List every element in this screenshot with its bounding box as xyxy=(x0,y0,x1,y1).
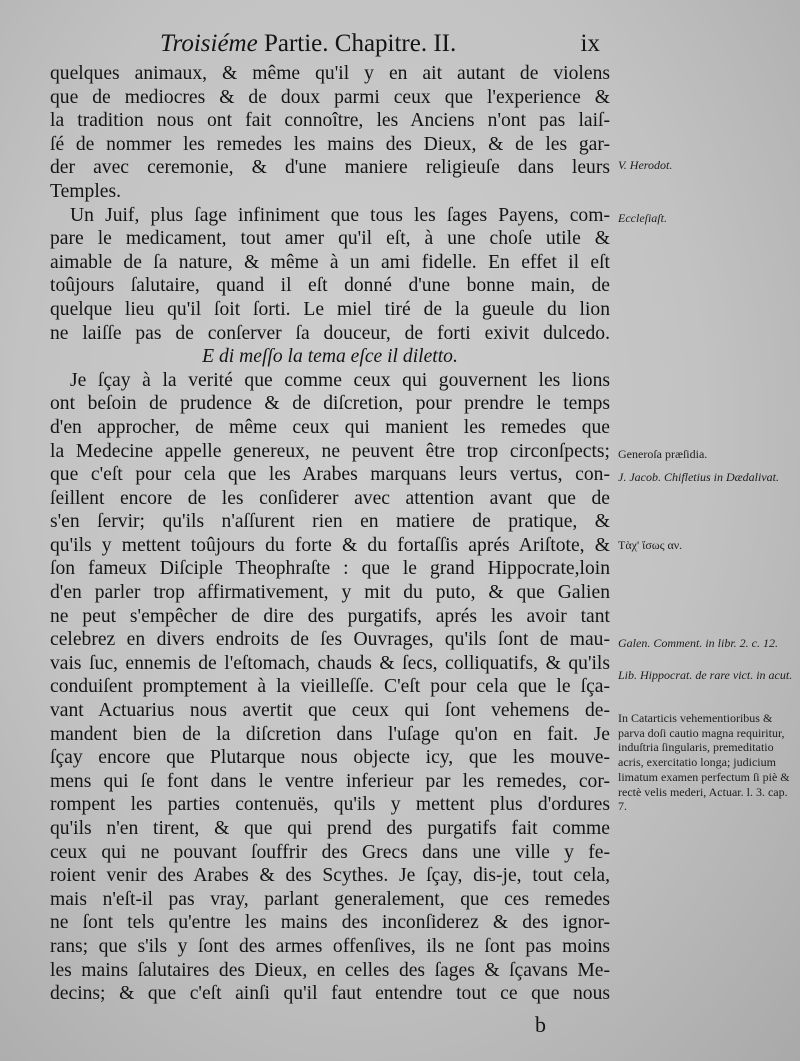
text-line: Je ſçay à la verité que comme ceux qui gouvernent les lions xyxy=(70,369,610,391)
margin-note-ecclesiastes: Eccleſiaſt. xyxy=(618,211,667,225)
text-line: conduiſent promptement à la vieilleſſe. C'eſt pour cela que le ſça- xyxy=(50,676,610,698)
text-line: ne peut s'empêcher de dire des purgatifs, aprés les avoir tant xyxy=(50,605,610,627)
text-line: pare le medicament, tout amer qu'il eſt, à une choſe utile & xyxy=(50,228,610,250)
italian-proverb: E di meſſo la tema eſce il diletto. xyxy=(202,346,458,368)
text-line: mens qui ſe font dans le ventre inferieur par les remedes, cor- xyxy=(50,770,610,792)
text-line: quelque lieu qu'il ſoit ſorti. Le miel tiré de la gueule du lion xyxy=(50,298,610,320)
text-line: ſé de nommer les remedes les mains des Dieux, & de les gar- xyxy=(50,133,610,155)
chapter-title xyxy=(160,30,456,58)
text-line: que c'eſt pour cela que les Arabes marquans leurs vertus, con- xyxy=(50,464,610,486)
title-part: Partie. Chapitre. II. xyxy=(257,30,457,57)
margin-note-greek: Τὰχ' ἴσως αν. xyxy=(618,538,683,552)
text-line: Temples. xyxy=(50,180,121,202)
page-number: ix xyxy=(580,30,600,57)
text-line: aimable de ſa nature, & même à un ami fidelle. En effet il eſt xyxy=(50,251,610,273)
text-line: d'en parler trop affirmativement, y mit du puto, & que Galien xyxy=(50,582,610,604)
text-line: qu'ils y mettent toûjours du forte & du fortaſſis aprés Ariſtote, & xyxy=(50,534,610,556)
running-header xyxy=(160,30,600,60)
margin-note-actuarius: In Catarticis vehementioribus & parva doſi cautio magna requiritur, induſtria ſingularis, premeditatio acris, exercitatio longa; judicium limatum examen perfectum ſi piè & rectè velis mederi, Actuar. l. 3. cap. 7. xyxy=(618,711,790,814)
margin-note-herodotus: V. Herodot. xyxy=(618,158,673,172)
text-line: ne ſont tels qu'entre les mains des inconſiderez & des ignor- xyxy=(50,912,610,934)
margin-note-generosa: Generoſa præſidia. xyxy=(618,447,708,461)
text-line: la Medecine appelle genereux, ne peuvent être trop circonſpects; xyxy=(50,440,610,462)
signature-mark: b xyxy=(535,1012,546,1037)
text-line: toûjours ſalutaire, quand il eſt donné d'une bonne main, de xyxy=(50,275,610,297)
text-line: les mains ſalutaires des Dieux, en celles des ſages & ſçavans Me- xyxy=(50,959,610,981)
text-line: ſçay encore que Plutarque nous objecte icy, que les mouve- xyxy=(50,747,610,769)
text-line: vais ſuc, ennemis de l'eſtomach, chauds & ſecs, colliquatifs, & qu'ils xyxy=(50,652,610,674)
text-line: vant Actuarius nous avertit que ceux qui ſont vehemens de- xyxy=(50,700,610,722)
text-line: decins; & que c'eſt ainſi qu'il faut entendre tout ce que nous xyxy=(50,983,610,1005)
text-line: ſeillent encore de les conſiderer avec attention avant que de xyxy=(50,487,610,509)
text-line: d'en approcher, de même ceux qui manient les remedes que xyxy=(50,416,610,438)
text-line: rans; que s'ils y ſont des armes offenſives, ils ne ſont pas moins xyxy=(50,935,610,957)
margin-note-galen: Galen. Comment. in libr. 2. c. 12. xyxy=(618,636,778,650)
text-line: Un Juif, plus ſage infiniment que tous les ſages Payens, com- xyxy=(70,204,610,226)
text-line: s'en ſervir; qu'ils n'aſſurent rien en matiere de pratique, & xyxy=(50,511,610,533)
title-part-italic: Troisiéme xyxy=(160,30,258,57)
text-line: ſon fameux Diſciple Theophraſte : que le grand Hippocrate,loin xyxy=(50,558,610,580)
text-line: que de mediocres & de doux parmi ceux que l'experience & xyxy=(50,86,610,108)
margin-note-hippocrates: Lib. Hippocrat. de rare vict. in acut. xyxy=(618,668,793,682)
text-line: ceux qui ne pouvant ſouffrir des Grecs dans une ville y fe- xyxy=(50,841,610,863)
text-line: der avec ceremonie, & d'une maniere religieuſe dans leurs xyxy=(50,157,610,179)
text-line: mandent bien de la diſcretion dans l'uſage qu'on en fait. Je xyxy=(50,723,610,745)
text-line: quelques animaux, & même qu'il y en ait autant de violens xyxy=(50,63,610,84)
text-line: rompent les parties contenuës, qu'ils y mettent plus d'ordures xyxy=(50,794,610,816)
body-text xyxy=(50,62,610,1006)
text-line: ne laiſſe pas de conſerver ſa douceur, de forti exivit dulcedo. xyxy=(50,322,610,344)
text-line: mais n'eſt-il pas vray, parlant generalement, que ces remedes xyxy=(50,888,610,910)
text-line: qu'ils n'en tirent, & que qui prend des purgatifs fait comme xyxy=(50,818,610,839)
text-line: ont beſoin de prudence & de diſcretion, pour prendre le temps xyxy=(50,393,610,415)
text-line: roient venir des Arabes & des Scythes. Je ſçay, dis-je, tout cela, xyxy=(50,865,610,887)
text-line: celebrez en divers endroits de ſes Ouvrages, qu'ils ſont de mau- xyxy=(50,629,610,651)
text-line: la tradition nous ont fait connoître, les Anciens n'ont pas laiſ- xyxy=(50,110,610,132)
margin-note-chifletius: J. Jacob. Chifletius in Dædalivat. xyxy=(618,470,779,484)
